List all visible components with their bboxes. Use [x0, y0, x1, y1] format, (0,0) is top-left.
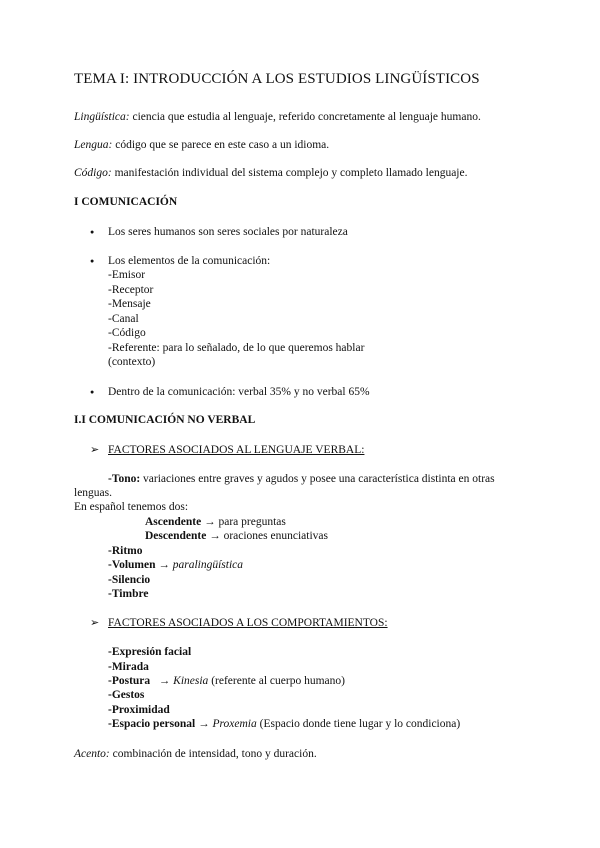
text-linguistica: ciencia que estudia al lenguaje, referido concretamente al lenguaje humano.	[129, 111, 481, 123]
item-ascendente	[145, 515, 286, 529]
text-acento: combinación de intensidad, tono y duración.	[109, 748, 317, 760]
label-ascendente: Ascendente	[145, 516, 202, 528]
label-volumen: -Volumen	[108, 559, 156, 571]
page-title: TEMA I: INTRODUCCIÓN A LOS ESTUDIOS LINGÜÍSTICOS	[74, 71, 480, 87]
arrow-espacio: →	[195, 718, 213, 730]
element-mensaje: -Mensaje	[108, 298, 151, 310]
item-expresion-facial: -Expresión facial	[108, 646, 192, 658]
item-ritmo: -Ritmo	[108, 545, 143, 557]
text-postura: (referente al cuerpo humano)	[208, 675, 345, 687]
label-postura: -Postura	[108, 675, 151, 687]
text-espanol: En español tenemos dos:	[74, 501, 189, 513]
term-kinesia: Kinesia	[173, 675, 209, 687]
text-volumen: paralingüística	[172, 559, 244, 571]
item-espacio-personal	[108, 717, 460, 731]
text-lengua: código que se parece en este caso a un idioma.	[112, 139, 330, 151]
item-gestos: -Gestos	[108, 689, 145, 701]
element-codigo: -Código	[108, 327, 146, 339]
element-emisor: -Emisor	[108, 269, 146, 281]
arrow-bullet-icon: ➢	[90, 617, 100, 629]
arrow-bullet-icon: ➢	[90, 444, 100, 456]
arrow-volumen: →	[155, 559, 173, 571]
item-postura	[108, 674, 345, 688]
term-codigo: Código:	[74, 167, 112, 179]
item-proximidad: -Proximidad	[108, 704, 170, 716]
element-canal: -Canal	[108, 313, 139, 325]
item-descendente	[145, 529, 328, 543]
term-acento: Acento:	[74, 748, 110, 760]
item-volumen	[108, 558, 243, 572]
definition-codigo	[74, 166, 467, 180]
term-linguistica: Lingüística:	[74, 111, 130, 123]
text-ascendente: → para preguntas	[201, 516, 286, 528]
section-heading-no-verbal: I.I COMUNICACIÓN NO VERBAL	[74, 414, 256, 426]
term-proxemia: Proxemia	[212, 718, 257, 730]
item-mirada: -Mirada	[108, 661, 149, 673]
text-codigo: manifestación individual del sistema complejo y completo llamado lenguaje.	[111, 167, 468, 179]
bullet-seres-humanos: ● Los seres humanos son seres sociales por naturaleza	[108, 225, 348, 239]
label-descendente: Descendente	[145, 530, 207, 542]
arrow-postura: →	[150, 675, 174, 687]
text-espacio: (Espacio donde tiene lugar y lo condiciona)	[256, 718, 461, 730]
element-contexto: (contexto)	[108, 356, 156, 368]
text-descendente: → oraciones enunciativas	[206, 530, 328, 542]
subheading-factores-verbal: FACTORES ASOCIADOS AL LENGUAJE VERBAL:	[108, 444, 365, 456]
definition-linguistica	[74, 110, 481, 124]
element-referente: -Referente: para lo señalado, de lo que queremos hablar	[108, 342, 365, 354]
subheading-factores-comportamientos: FACTORES ASOCIADOS A LOS COMPORTAMIENTOS:	[108, 617, 388, 629]
bullet-elementos: ● Los elementos de la comunicación:	[108, 254, 270, 268]
bullet-verbal-no-verbal: ● Dentro de la comunicación: verbal 35% y no verbal 65%	[108, 385, 370, 399]
definition-acento	[74, 747, 317, 761]
section-heading-comunicacion: I COMUNICACIÓN	[74, 196, 178, 208]
term-lengua: Lengua:	[74, 139, 113, 151]
label-espacio: -Espacio personal	[108, 718, 196, 730]
item-timbre: -Timbre	[108, 588, 149, 600]
item-tono	[108, 472, 495, 486]
definition-lengua	[74, 138, 329, 152]
item-silencio: -Silencio	[108, 574, 151, 586]
label-tono: -Tono:	[108, 473, 141, 485]
text-tono-cont: lenguas.	[74, 487, 113, 499]
element-receptor: -Receptor	[108, 284, 154, 296]
text-tono: variaciones entre graves y agudos y posee una característica distinta en otras	[140, 473, 495, 485]
